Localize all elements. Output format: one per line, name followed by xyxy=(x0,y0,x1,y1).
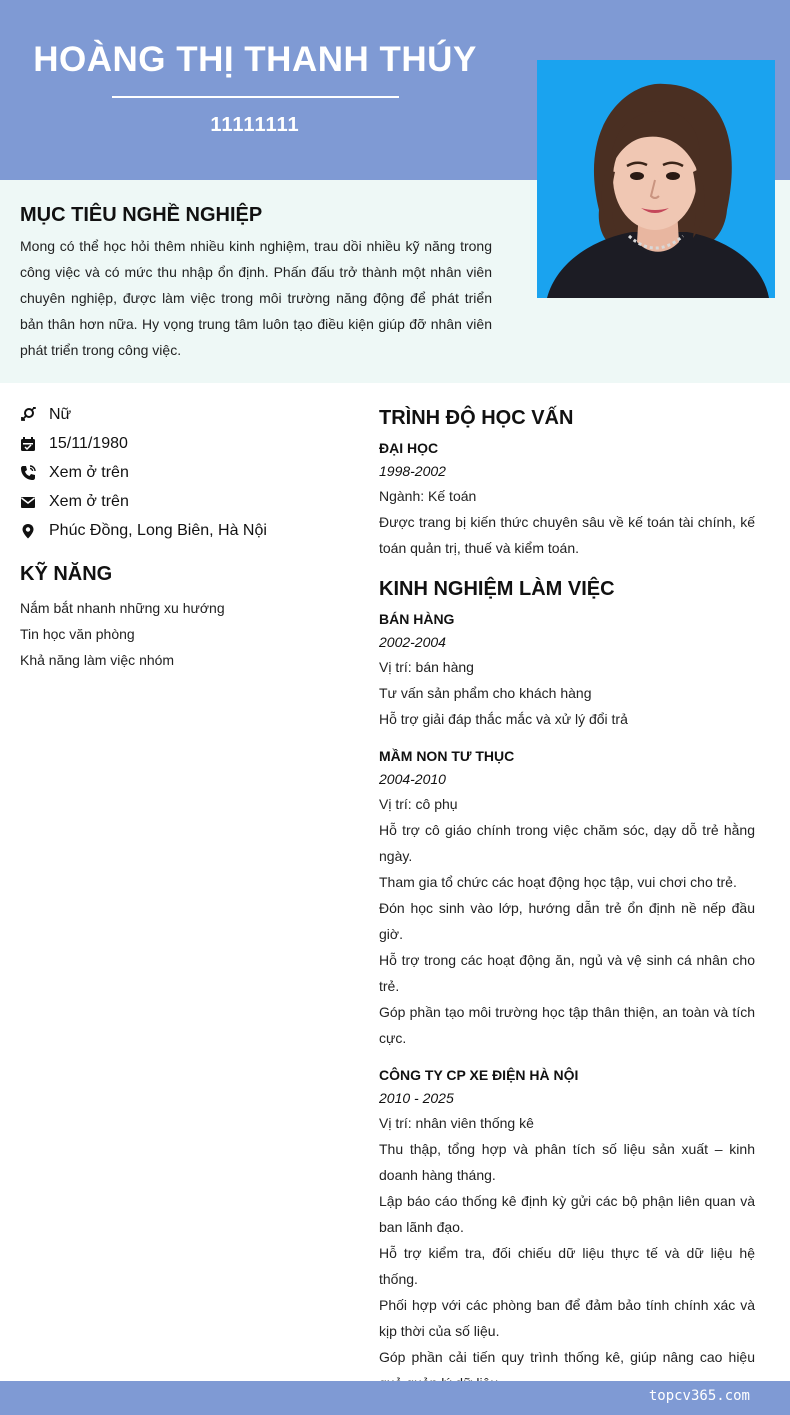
job-line: Vị trí: cô phụ xyxy=(379,796,458,812)
gender-icon xyxy=(20,407,36,423)
job-period: 2002-2004 xyxy=(379,634,446,650)
calendar-icon xyxy=(20,436,36,452)
right-column xyxy=(379,404,755,1396)
education-line: Được trang bị kiến thức chuyên sâu về kế toán tài chính, kế toán quản trị, thuế và kiểm toán. xyxy=(379,514,755,556)
experience-title: KINH NGHIỆM LÀM VIỆC xyxy=(379,578,615,600)
job-line: Lập báo cáo thống kê định kỳ gửi các bộ phận liên quan và ban lãnh đạo. xyxy=(379,1193,755,1235)
education-line: Ngành: Kế toán xyxy=(379,488,477,504)
job-line: Phối hợp với các phòng ban để đảm bảo tính chính xác và kịp thời của số liệu. xyxy=(379,1297,755,1339)
gender-value: Nữ xyxy=(49,405,72,423)
job-company: MẦM NON TƯ THỤC xyxy=(379,748,515,764)
email-value: Xem ở trên xyxy=(49,492,129,510)
personal-info xyxy=(20,400,350,545)
job-line: Hỗ trợ cô giáo chính trong việc chăm sóc, dạy dỗ trẻ hằng ngày. xyxy=(379,822,755,864)
skill-item: Khả năng làm việc nhóm xyxy=(20,652,175,668)
gender-row xyxy=(20,400,350,429)
job-line: Góp phần tạo môi trường học tập thân thiện, an toàn và tích cực. xyxy=(379,1004,755,1046)
candidate-name: HOÀNG THỊ THANH THÚY xyxy=(33,40,477,79)
job-line: Vị trí: nhân viên thống kê xyxy=(379,1115,534,1131)
phone-value: Xem ở trên xyxy=(49,463,129,481)
education-period: 1998-2002 xyxy=(379,463,446,479)
job-line: Góp phần cải tiến quy trình thống kê, giúp nâng cao hiệu xyxy=(379,1349,755,1365)
envelope-icon xyxy=(20,494,36,510)
job-line: Hỗ trợ giải đáp thắc mắc và xử lý đổi trả xyxy=(379,711,628,727)
candidate-subtitle: 11111111 xyxy=(210,114,300,136)
education-entry xyxy=(379,437,755,561)
email-row xyxy=(20,487,350,516)
footer-band xyxy=(0,1381,790,1415)
birthday-value: 15/11/1980 xyxy=(49,434,128,452)
job-line: Hỗ trợ trong các hoạt động ăn, ngủ và vệ sinh cá nhân cho trẻ. xyxy=(379,952,755,994)
phone-row xyxy=(20,458,350,487)
job-line: Thu thập, tổng hợp và phân tích số liệu sản xuất – kinh doanh hàng tháng. xyxy=(379,1141,755,1183)
footer-watermark: topcv365.com xyxy=(648,1388,750,1404)
job-company: CÔNG TY CP XE ĐIỆN HÀ NỘI xyxy=(379,1067,579,1083)
phone-icon xyxy=(20,465,36,481)
experience-entry xyxy=(379,608,755,732)
name-divider xyxy=(112,96,399,98)
job-line: Tư vấn sản phẩm cho khách hàng xyxy=(379,685,592,701)
job-line: Vị trí: bán hàng xyxy=(379,659,474,675)
job-company: BÁN HÀNG xyxy=(379,611,455,627)
birthday-row xyxy=(20,429,350,458)
job-period: 2010 - 2025 xyxy=(379,1090,454,1106)
job-period: 2004-2010 xyxy=(379,771,446,787)
experience-entry xyxy=(379,1064,755,1396)
address-value: Phúc Đồng, Long Biên, Hà Nội xyxy=(49,521,267,539)
objective-text: Mong có thể học hỏi thêm nhiều kinh nghiệm, trau dồi nhiều kỹ năng trong công việc và có mức thu nhập ổn định. Phấn đấu trở thành một nhân viên chuyên nghiệp, được làm việc trong môi trường năng động để phát triển bản thân hơn nữa. Hy vọng trung tâm luôn tạo điều kiện giúp đỡ nhân viên phát triển trong công việc. xyxy=(20,238,492,358)
objective-title: MỤC TIÊU NGHỀ NGHIỆP xyxy=(20,204,263,226)
skills-title: KỸ NĂNG xyxy=(20,563,113,585)
job-line: Đón học sinh vào lớp, hướng dẫn trẻ ổn định nề nếp đầu giờ. xyxy=(379,900,755,942)
education-school: ĐẠI HỌC xyxy=(379,440,439,456)
skill-item: Tin học văn phòng xyxy=(20,626,135,642)
education-title: TRÌNH ĐỘ HỌC VẤN xyxy=(379,407,574,429)
address-row xyxy=(20,516,350,545)
skills-list xyxy=(20,595,350,673)
skill-item: Nắm bắt nhanh những xu hướng xyxy=(20,600,225,616)
portrait-illustration xyxy=(537,60,775,298)
map-pin-icon xyxy=(20,523,36,539)
job-line: Tham gia tổ chức các hoạt động học tập, vui chơi cho trẻ. xyxy=(379,874,737,890)
experience-entry xyxy=(379,745,755,1051)
profile-photo xyxy=(537,60,775,298)
job-line: Hỗ trợ kiểm tra, đối chiếu dữ liệu thực tế và dữ liệu hệ thống. xyxy=(379,1245,755,1287)
